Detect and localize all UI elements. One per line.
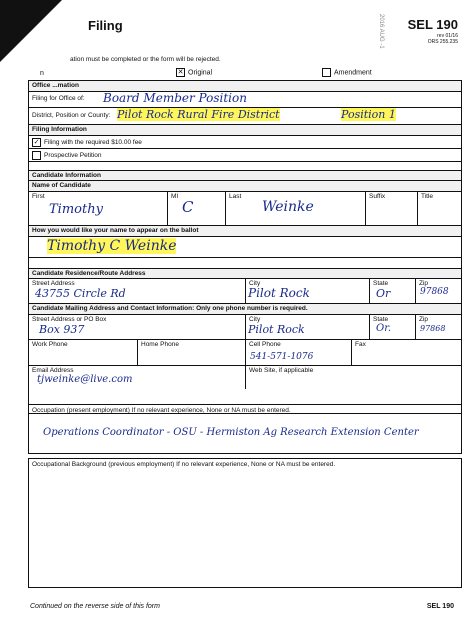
original-checkbox[interactable]: ✕ <box>177 69 184 76</box>
mailing-zip-label: Zip <box>419 316 429 323</box>
first-name-label: First <box>32 193 45 200</box>
mailing-city-label: City <box>249 316 261 323</box>
form-title: Filing <box>88 18 123 33</box>
title-label: Title <box>421 193 434 200</box>
footer-form-id: SEL 190 <box>426 603 454 610</box>
mailing-city-cell <box>245 315 369 339</box>
occupation-box <box>28 404 462 454</box>
email-row <box>29 366 461 389</box>
form-type-label: n <box>40 70 44 77</box>
spacer-2 <box>29 258 461 268</box>
phone-row <box>29 340 461 366</box>
residence-street-label: Street Address <box>32 280 75 287</box>
spacer <box>29 162 461 170</box>
candidate-section-head: Candidate Information <box>29 170 461 181</box>
fax-label: Fax <box>355 341 366 348</box>
residence-street-value[interactable]: 43755 Circle Rd <box>35 287 126 300</box>
middle-initial-value[interactable]: C <box>182 198 194 216</box>
continued-note: Continued on the reverse side of this form <box>30 603 160 610</box>
district-value[interactable]: Pilot Rock Rural Fire District <box>117 108 280 121</box>
fax-cell <box>351 340 461 365</box>
rev-line-2: ORS 255.235 <box>427 39 458 45</box>
mailing-street-cell <box>29 315 245 339</box>
background-label: Occupational Background (previous employment) If no relevant experience, None or NA must be entered. <box>32 461 336 468</box>
suffix-label: Suffix <box>369 193 386 200</box>
main-form-box <box>28 80 462 414</box>
district-row <box>29 108 461 125</box>
occupation-value[interactable]: Operations Coordinator - OSU - Hermiston Ag Research Extension Center <box>43 427 419 438</box>
mailing-street-value[interactable]: Box 937 <box>39 323 85 336</box>
mailing-zip-cell <box>415 315 461 339</box>
prospective-label: Prospective Petition <box>44 152 102 160</box>
fee-row <box>29 136 461 149</box>
original-option[interactable] <box>176 68 212 77</box>
mailing-address-row <box>29 315 461 340</box>
cell-phone-cell <box>245 340 351 365</box>
instruction-note: ation must be completed or the form will be rejected. <box>70 56 221 63</box>
name-section-head: Name of Candidate <box>29 181 461 192</box>
rev-line-1: rev 01/16 <box>437 33 458 39</box>
email-label: Email Address <box>32 367 74 374</box>
website-cell <box>245 366 461 389</box>
amendment-option[interactable] <box>322 68 372 77</box>
work-phone-cell <box>29 340 137 365</box>
scan-corner <box>0 0 62 62</box>
background-box <box>28 458 462 588</box>
mailing-state-cell <box>369 315 415 339</box>
mailing-state-label: State <box>373 316 389 323</box>
ballot-name-value[interactable]: Timothy C Weinke <box>47 238 177 254</box>
form-id: SEL 190 <box>407 17 458 32</box>
email-cell <box>29 366 245 389</box>
prospective-row <box>29 149 461 162</box>
office-section-head: Office ...mation <box>29 81 461 92</box>
fee-checkbox[interactable]: ✓ <box>33 139 40 146</box>
mailing-head: Candidate Mailing Address and Contact Information: Only one phone number is required. <box>29 304 461 315</box>
first-name-value[interactable]: Timothy <box>49 202 103 217</box>
residence-head: Candidate Residence/Route Address <box>29 268 461 279</box>
mailing-state-value[interactable]: Or. <box>376 323 392 334</box>
ballot-name-head: How you would like your name to appear on the ballot <box>29 226 461 237</box>
last-name-value[interactable]: Weinke <box>262 199 314 215</box>
residence-zip-cell <box>415 279 461 303</box>
residence-state-label: State <box>373 280 389 287</box>
residence-row <box>29 279 461 304</box>
residence-city-cell <box>245 279 369 303</box>
residence-street-cell <box>29 279 245 303</box>
filing-for-value[interactable]: Board Member Position <box>103 91 247 105</box>
residence-city-value[interactable]: Pilot Rock <box>248 286 310 300</box>
email-value[interactable]: tjweinke@live.com <box>37 374 133 385</box>
mailing-city-value[interactable]: Pilot Rock <box>248 323 305 336</box>
last-name-label: Last <box>229 193 242 200</box>
home-phone-label: Home Phone <box>141 341 179 348</box>
website-label: Web Site, if applicable <box>249 367 314 374</box>
district-label: District, Position or County: <box>32 112 111 119</box>
original-label: Original <box>188 69 213 77</box>
residence-city-label: City <box>249 280 261 287</box>
name-row <box>29 192 461 226</box>
title-cell <box>417 192 461 225</box>
ballot-name-row <box>29 237 461 258</box>
prospective-option[interactable] <box>32 151 101 160</box>
received-stamp: 2016 AUG -1 <box>378 14 384 49</box>
form-revision <box>428 33 458 45</box>
suffix-cell <box>365 192 417 225</box>
last-name-cell <box>225 192 365 225</box>
middle-initial-cell <box>167 192 225 225</box>
mailing-street-label: Street Address or PO Box <box>32 316 107 323</box>
filing-for-label: Filing for Office of: <box>32 95 85 102</box>
fee-option[interactable] <box>32 138 142 147</box>
cell-phone-value[interactable]: 541-571-1076 <box>250 352 314 362</box>
occupation-label: Occupation (present employment) If no relevant experience, None or NA must be entered. <box>32 407 291 414</box>
mailing-zip-value[interactable]: 97868 <box>420 324 446 333</box>
residence-state-value[interactable]: Or <box>376 287 391 300</box>
residence-zip-value[interactable]: 97868 <box>420 287 449 297</box>
position-value[interactable]: Position 1 <box>341 108 396 121</box>
residence-zip-label: Zip <box>419 280 429 287</box>
cell-phone-label: Cell Phone <box>249 341 281 348</box>
work-phone-label: Work Phone <box>32 341 68 348</box>
prospective-checkbox[interactable] <box>32 151 41 160</box>
fee-label: Filing with the required $10.00 fee <box>44 139 142 147</box>
residence-state-cell <box>369 279 415 303</box>
amendment-label: Amendment <box>334 69 372 77</box>
filing-for-row <box>29 92 461 108</box>
amendment-checkbox[interactable] <box>322 68 331 77</box>
middle-initial-label: MI <box>171 193 179 200</box>
home-phone-cell <box>137 340 245 365</box>
first-name-cell <box>29 192 167 225</box>
filing-info-head: Filing Information <box>29 125 461 136</box>
